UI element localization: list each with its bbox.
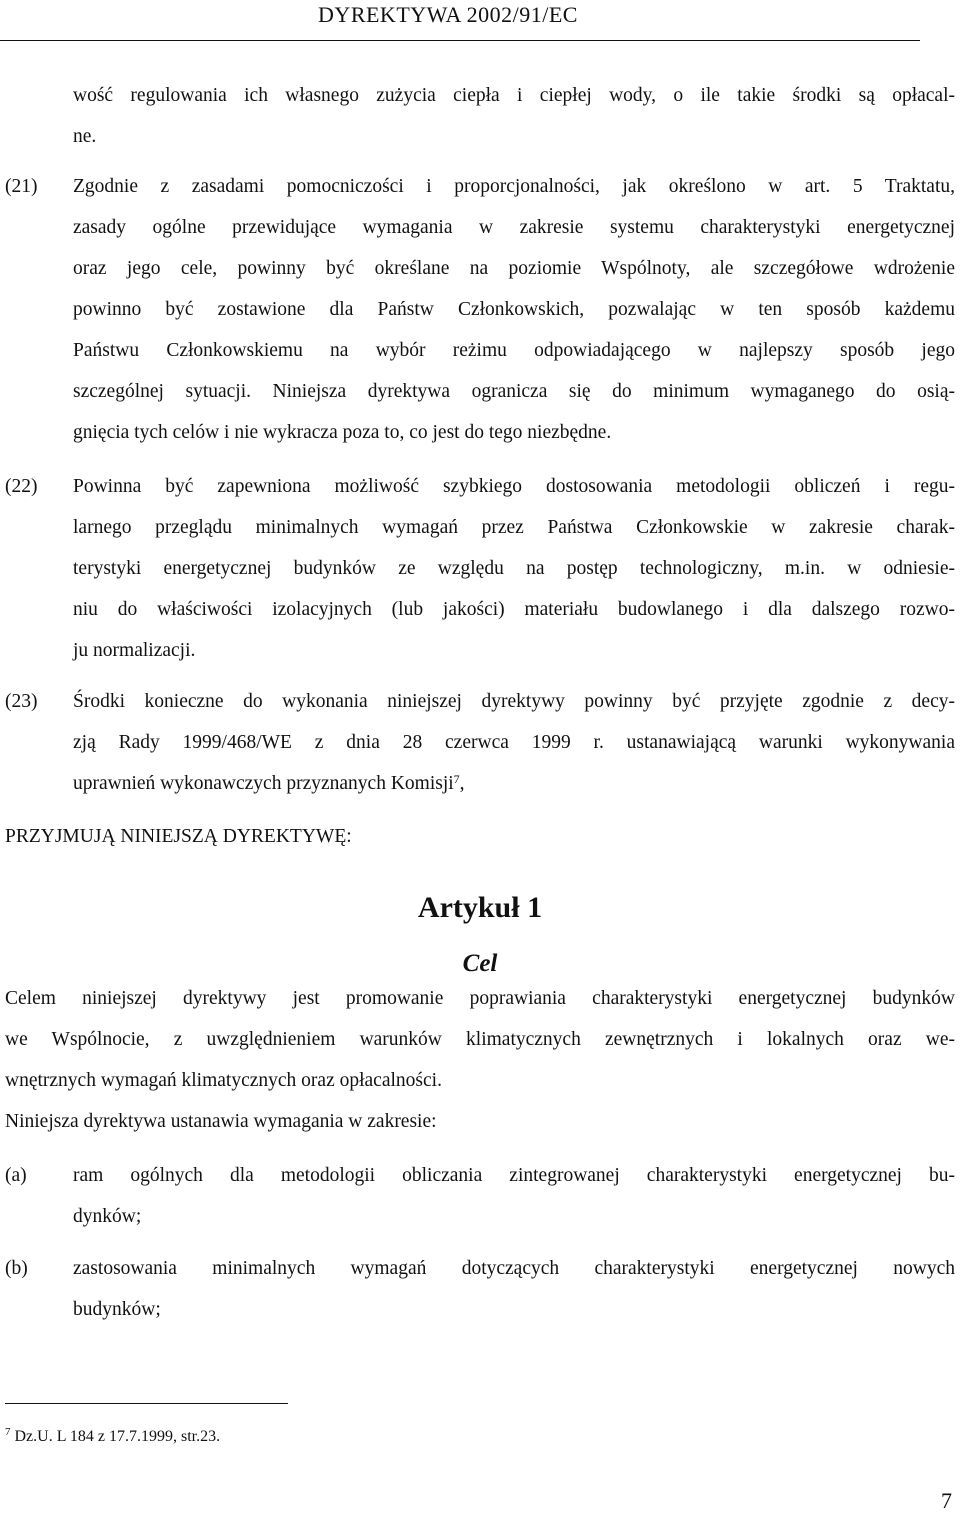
text-line: we Wspólnocie, z uwzględnieniem warunków klimatycznych zewnętrznych i lokalnych oraz we- — [5, 1029, 955, 1050]
text-line: ju normalizacji. — [73, 640, 196, 661]
footnote-reference[interactable]: 7 — [453, 772, 460, 786]
footnote — [5, 1428, 220, 1446]
list-item — [73, 1155, 955, 1237]
text-line: szczególnej sytuacji. Niniejsza dyrektywa ogranicza się do minimum wymaganego do osią- — [73, 381, 955, 402]
text-line: larnego przeglądu minimalnych wymagań przez Państwa Członkowskie w zakresie charak- — [73, 517, 955, 538]
header-title: DYREKTYWA 2002/91/EC — [318, 2, 578, 27]
article-subtitle: Cel — [462, 950, 498, 977]
text-line: powinno być zostawione dla Państw Członkowskich, pozwalając w ten sposób każdemu — [73, 299, 955, 320]
footnote-mark: 7 — [5, 1426, 11, 1438]
adoption-formula: PRZYJMUJĄ NINIEJSZĄ DYREKTYWĘ: — [5, 826, 352, 847]
running-header — [0, 0, 920, 41]
text-line: zasady ogólne przewidujące wymagania w zakresie systemu charakterystyki energetycznej — [73, 217, 955, 238]
text-line: Celem niniejszej dyrektywy jest promowanie poprawiania charakterystyki energetycznej budynków — [5, 988, 955, 1009]
recital-number: (23) — [5, 691, 38, 712]
text-line: Państwu Członkowskiemu na wybór reżimu odpowiadającego w najlepszy sposób jego — [73, 340, 955, 361]
article-body — [5, 978, 955, 1142]
continuation-paragraph — [73, 75, 955, 157]
text-segment: , — [459, 773, 465, 794]
recital-number: (21) — [5, 176, 38, 197]
list-item-marker: (b) — [5, 1258, 28, 1279]
text-line: ram ogólnych dla metodologii obliczania zintegrowanej charakterystyki energetycznej bu- — [73, 1165, 955, 1186]
recital-23 — [73, 681, 955, 804]
text-line: oraz jego cele, powinny być określane na poziomie Wspólnoty, ale szczegółowe wdrożenie — [73, 258, 955, 279]
text-line: budynków; — [73, 1299, 161, 1320]
text-line: niu do właściwości izolacyjnych (lub jakości) materiału budowlanego i dla dalszego rozwo- — [73, 599, 955, 620]
text-line: zastosowania minimalnych wymagań dotyczących charakterystyki energetycznej nowych — [73, 1258, 955, 1279]
text-line: Zgodnie z zasadami pomocniczości i proporcjonalności, jak określono w art. 5 Traktatu, — [73, 176, 955, 197]
list-item-marker: (a) — [5, 1165, 27, 1186]
text-line: wość regulowania ich własnego zużycia ciepła i ciepłej wody, o ile takie środki są opłacal- — [73, 85, 955, 106]
text-line: wnętrznych wymagań klimatycznych oraz opłacalności. — [5, 1070, 442, 1091]
recital-21 — [73, 166, 955, 453]
article-title: Artykuł 1 — [417, 891, 543, 924]
recital-22 — [73, 466, 955, 671]
footnote-separator — [5, 1403, 288, 1404]
recital-number: (22) — [5, 476, 38, 497]
text-line: dynków; — [73, 1206, 142, 1227]
text-line: zją Rady 1999/468/WE z dnia 28 czerwca 1999 r. ustanawiającą warunki wykonywania — [73, 732, 955, 753]
text-line: gnięcia tych celów i nie wykracza poza to, co jest do tego niezbędne. — [73, 422, 612, 443]
page-number: 7 — [941, 1488, 952, 1513]
text-line: Środki konieczne do wykonania niniejszej dyrektywy powinny być przyjęte zgodnie z decy- — [73, 691, 955, 712]
text-line: ne. — [73, 126, 97, 147]
footnote-text: Dz.U. L 184 z 17.7.1999, str.23. — [14, 1428, 221, 1445]
text-line — [73, 763, 955, 804]
text-line: terystyki energetycznej budynków ze względu na postęp technologiczny, m.in. w odniesie- — [73, 558, 955, 579]
text-line: Powinna być zapewniona możliwość szybkiego dostosowania metodologii obliczeń i regu- — [73, 476, 955, 497]
text-segment: uprawnień wykonawczych przyznanych Komisji — [73, 773, 454, 794]
list-item — [73, 1248, 955, 1330]
text-line: Niniejsza dyrektywa ustanawia wymagania w zakresie: — [5, 1111, 437, 1132]
